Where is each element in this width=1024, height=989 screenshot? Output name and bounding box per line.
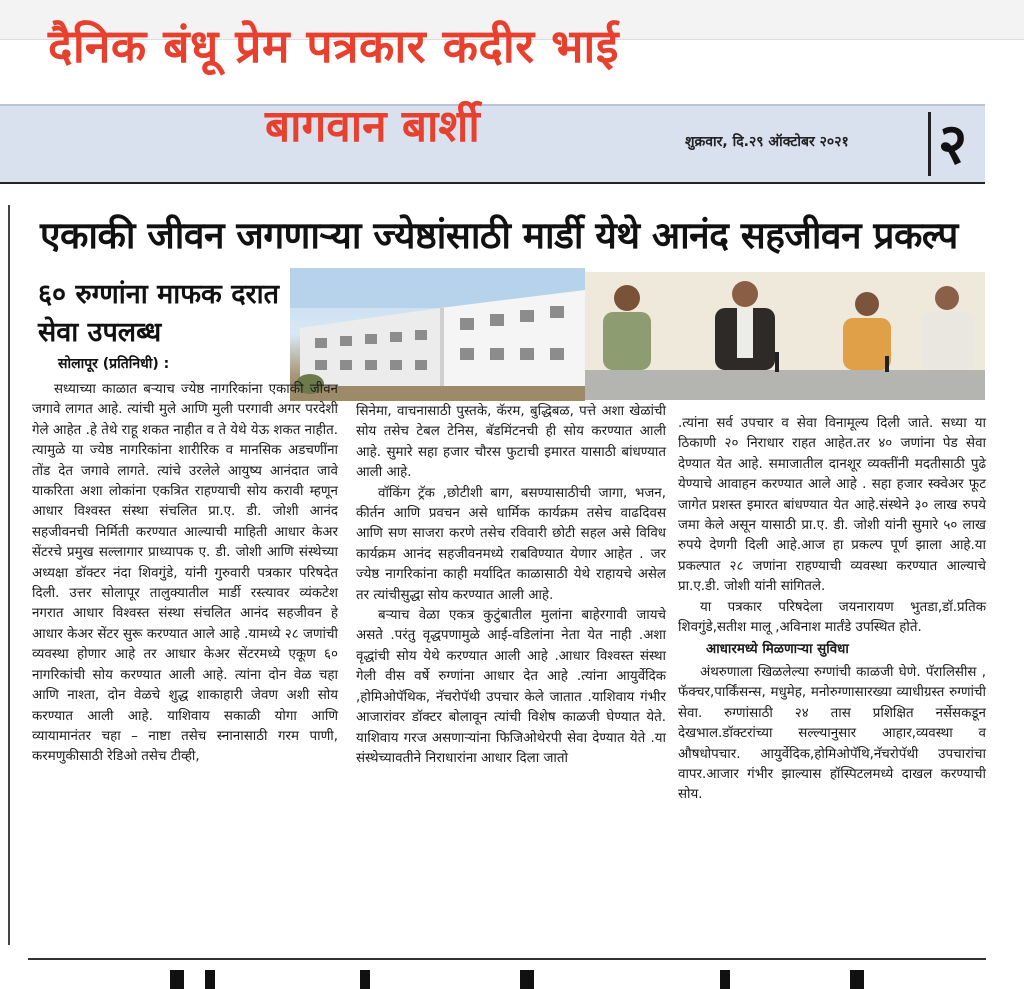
article-paragraph: बऱ्याच वेळा एकत्र कुटुंबातील मुलांना बाहेरगावी जायचे असते .परंतु वृद्धपणामुळे आई-वडिलांना नेता येत नाही .अशा वृद्धांची सोय येथे करण्यात आली आहे .आधार विश्वस्त संस्था गेली वीस वर्षे रुग्णांना आधार देत आहे .त्यांना आयुर्वेदिक ,होमिओपॅथिक, नॅचरोपॅथी उपचार केले जातात .याशिवाय गंभीर आजारांवर डॉक्टर बोलावून त्यांची विशेष काळजी घेण्यात येते. याशिवाय गरज असणाऱ्यांना फिजिओथेरपी सेवा देण्यात येते .या संस्थेच्यावतीने निराधारांना आधार दिला जातो	[356, 608, 666, 766]
next-headline-fragment	[0, 968, 1024, 989]
masthead-title-line2: बागवान बार्शी	[265, 101, 480, 152]
left-column-rule	[8, 205, 10, 945]
article-subheadline: ६० रुग्णांना माफक दरात सेवा उपलब्ध	[38, 279, 279, 348]
issue-date: शुक्रवार, दि.२९ ऑक्टोबर २०२१	[685, 134, 849, 150]
article-column-3	[678, 414, 986, 806]
article-paragraph: या पत्रकार परिषदेला जयनारायण भुतडा,डॉ.प्रतिक शिवगुंडे,सतीश मालू ,अविनाश मार्तंडे उपस्थित होते.	[678, 599, 986, 636]
article-headline: एकाकी जीवन जगणाऱ्या ज्येष्ठांसाठी मार्डी येथे आनंद सहजीवन प्रकल्प	[40, 214, 958, 257]
press-conference-photo	[585, 272, 985, 400]
article-column-1	[32, 380, 338, 768]
page-number: २	[938, 112, 968, 177]
facilities-text: अंथरुणाला खिळलेल्या रुग्णांची काळजी घेणे. पॅरालिसीस , फॅक्चर,पार्किंसन्स, मधुमेह, मनोरुग्णासारख्या व्याधीग्रस्त रुग्णांची सेवा. रुग्णांसाठी २४ तास प्रशिक्षित नर्सेसकडून देखभाल.डॉक्टरांच्या सल्ल्यानुसार आहार,व्यवस्था व औषधोपचार. आयुर्वेदिक,होमिओपॅथि,नॅचरोपॅथी उपचारांचा वापर.आजार गंभीर झाल्यास हॉस्पिटलमध्ये दाखल करण्याची सोय.	[678, 664, 986, 803]
article-paragraph: वॉकिंग ट्रॅक ,छोटीशी बाग, बसण्यासाठीची जागा, भजन, कीर्तन आणि प्रवचन असे धार्मिक कार्यक्रम तसेच वाढदिवस आणि सण साजरा करणे तसेच रविवारी छोटी सहल असे विविध कार्यक्रम आनंद सहजीवनमध्ये राबविण्यात येणार आहेत . जर ज्येष्ठ नागरिकांना काही मर्यादित काळासाठी येथे राहायचे असेल तर त्यांचीसुद्धा सोय करण्यात आली आहे.	[356, 485, 666, 603]
article-column-2	[356, 402, 666, 769]
bottom-rule	[28, 958, 986, 960]
article-paragraph: .त्यांना सर्व उपचार व सेवा विनामूल्य दिली जाते. सध्या या ठिकाणी २० निराधार राहत आहेत.तर ४० जणांना पेड सेवा देण्यात येत आहे. समाजातील दानशूर व्यक्तींनी मदतीसाठी पुढे येण्याचे आवाहन करण्यात आले आहे . सहा हजार स्क्वेअर फूट जागेत प्रशस्त इमारत बांधण्यात येत आहे.संस्थेने ३० लाख रुपये जमा केले असून यासाठी प्रा.ए. डी. जोशी यांनी सुमारे ५० लाख रुपये देणगी दिली आहे.आज हा प्रकल्प पूर्ण झाला आहे.या प्रकल्पात २८ जणांना राहण्याची व्यवस्था करण्यात आल्याचे प्रा.ए.डी. जोशी यांनी सांगितले.	[678, 416, 986, 595]
article-paragraph: सध्याच्या काळात बऱ्याच ज्येष्ठ नागरिकांना एकाकी जीवन जगावे लागत आहे. त्यांची मुले आणि मुली परगावी अगर परदेशी गेले आहेत .हे तेथे राहू शकत नाहीत व ते येथे येऊ शकत नाहीत. त्यामुळे या ज्येष्ठ नागरिकांना शारीरिक व मानसिक अडचणींना तोंड देत जगावे लागते. त्यांचे उरलेले आयुष्य आनंदात जावे याकरिता अशा लोकांना एकत्रित राहण्याची सोय करावी म्हणून आधार विश्वस्त संस्था संचलित प्रा.ए. डी. जोशी आनंद सहजीवनची निर्मिती करण्यात आल्याची माहिती आधार केअर सेंटरचे प्रमुख सल्लागार प्राध्यापक ए. डी. जोशी आणि संस्थेच्या अध्यक्षा डॉक्टर नंदा शिवगुंडे, यांनी गुरुवारी पत्रकार परिषदेत दिली. उत्तर सोलापूर तालुक्यातील मार्डी रस्त्यावर व्यंकटेश नगरात आधार विश्वस्त संस्था संचलित आनंद सहजीवन हे आधार केअर सेंटर सुरू करण्यात आले आहे .यामध्ये २८ जणांची व्यवस्था होणार आहे तर आधार केअर सेंटरमध्ये एकूण ६० नागरिकांची सोय करण्यात आली आहे. त्यांना दोन वेळ चहा आणि नाश्ता, दोन वेळचे शुद्ध शाकाहारी जेवण अशी सोय करण्यात आली आहे. याशिवाय सकाळी योगा आणि व्यायामानंतर चहा – नाष्टा तसेच स्नानासाठी गरम पाणी, करमणुकीसाठी रेडिओ तसेच टीव्ही,	[32, 382, 338, 765]
masthead-title-line1: दैनिक बंधू प्रेम पत्रकार कदीर भाई	[48, 19, 619, 73]
facilities-heading: आधारमध्ये मिळणाऱ्या सुविधा	[706, 642, 849, 658]
page-number-divider	[928, 112, 931, 176]
article-byline: सोलापूर (प्रतिनिधी) :	[58, 356, 170, 372]
article-paragraph: सिनेमा, वाचनासाठी पुस्तके, कॅरम, बुद्धिबळ, पत्ते अशा खेळांची सोय तसेच टेबल टेनिस, बॅडमिंटनची ही सोय करण्यात आली आहे. सुमारे सहा हजार चौरस फुटाची इमारत यासाठी बांधण्यात आली आहे.	[356, 404, 666, 481]
